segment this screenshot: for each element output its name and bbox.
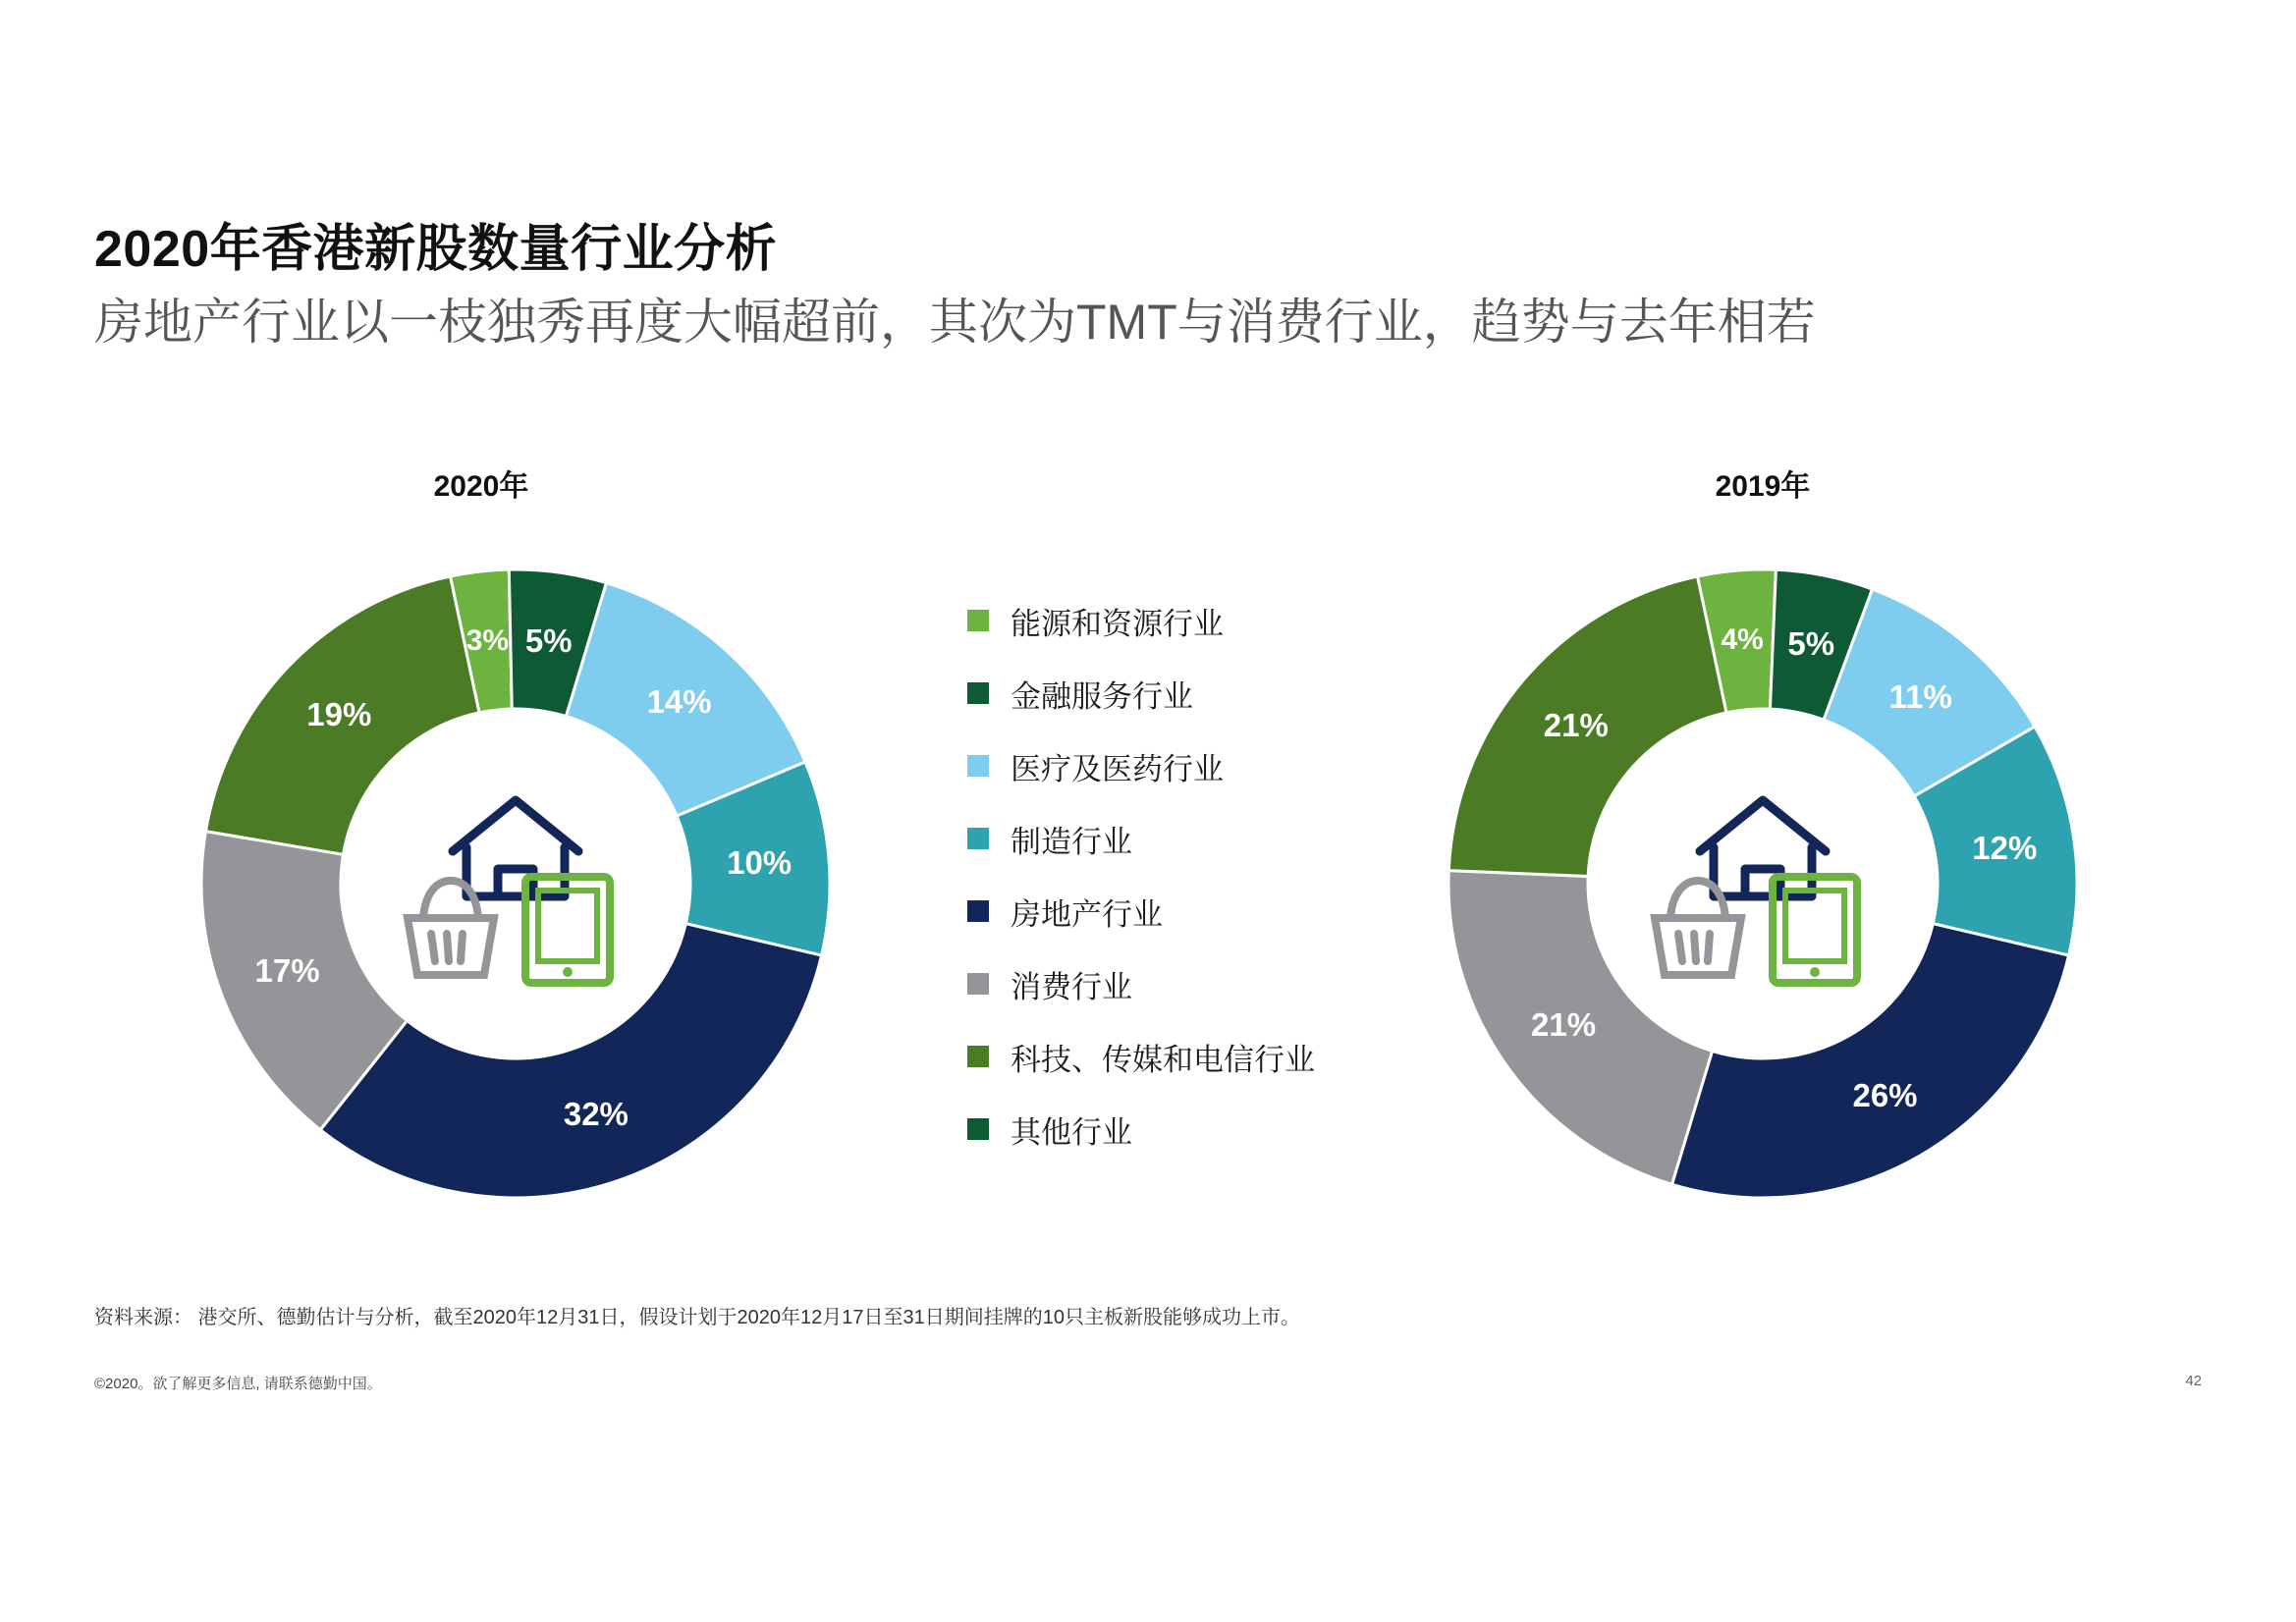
legend-item bbox=[967, 1020, 1380, 1093]
donut-chart-2019 bbox=[1439, 560, 2087, 1208]
donut-slice bbox=[1449, 871, 1713, 1185]
source-note: 资料来源： 港交所、德勤估计与分析，截至2020年12月31日，假设计划于2020年12月17日至31日期间挂牌的10只主板新股能够成功上市。 bbox=[94, 1307, 1301, 1328]
chart-title-right: 2019年 bbox=[1715, 470, 1811, 503]
donut-chart-2020 bbox=[191, 560, 840, 1208]
page-number: 42 bbox=[2185, 1373, 2202, 1389]
donut-slices-2019 bbox=[1449, 569, 2077, 1198]
slice-percent-label: 14% bbox=[646, 682, 712, 720]
slice-percent-label: 4% bbox=[1721, 622, 1764, 656]
slice-percent-label: 10% bbox=[727, 844, 793, 882]
legend-swatch-icon bbox=[967, 1046, 989, 1067]
slice-percent-label: 32% bbox=[563, 1096, 629, 1133]
legend-item bbox=[967, 802, 1380, 875]
legend-item bbox=[967, 730, 1380, 802]
slice-percent-label: 3% bbox=[465, 623, 510, 657]
legend-item-label: 金融服务行业 bbox=[1011, 678, 1193, 714]
donut-slices-2020 bbox=[201, 569, 830, 1198]
chart-title-left: 2020年 bbox=[433, 470, 529, 503]
slice-percent-label: 17% bbox=[254, 952, 320, 990]
legend-swatch-icon bbox=[967, 610, 989, 631]
legend-item bbox=[967, 657, 1380, 730]
donut-slice bbox=[205, 576, 479, 854]
legend-item-label: 能源和资源行业 bbox=[1011, 606, 1224, 641]
legend-item-label: 其他行业 bbox=[1011, 1114, 1132, 1150]
legend-item-label: 科技、传媒和电信行业 bbox=[1011, 1042, 1315, 1077]
legend-swatch-icon bbox=[967, 828, 989, 849]
donut-svg-2019 bbox=[1439, 560, 2087, 1208]
title-block bbox=[94, 222, 2157, 353]
legend-item bbox=[967, 947, 1380, 1020]
donut-slice bbox=[1672, 924, 2069, 1198]
legend-item bbox=[967, 584, 1380, 657]
donut-slice bbox=[1449, 576, 1726, 877]
donut-slice bbox=[320, 924, 821, 1198]
slice-percent-label: 21% bbox=[1543, 707, 1609, 744]
legend-swatch-icon bbox=[967, 755, 989, 777]
legend-item bbox=[967, 875, 1380, 947]
donut-svg-2020 bbox=[191, 560, 840, 1208]
legend-swatch-icon bbox=[967, 682, 989, 704]
slice-percent-label: 19% bbox=[306, 695, 372, 732]
slice-percent-label: 12% bbox=[1972, 829, 2038, 866]
legend-swatch-icon bbox=[967, 973, 989, 995]
slice-percent-label: 11% bbox=[1888, 677, 1952, 715]
legend-item bbox=[967, 1093, 1380, 1165]
legend-swatch-icon bbox=[967, 900, 989, 922]
legend-swatch-icon bbox=[967, 1118, 989, 1140]
legend-item-label: 消费行业 bbox=[1011, 969, 1132, 1004]
slice-percent-label: 5% bbox=[524, 622, 573, 660]
page-subtitle: 房地产行业以一枝独秀再度大幅超前，其次为TMT与消费行业，趋势与去年相若 bbox=[94, 295, 1816, 351]
legend-item-label: 房地产行业 bbox=[1011, 896, 1163, 932]
slice-percent-label: 26% bbox=[1852, 1076, 1918, 1113]
page-title: 2020年香港新股数量行业分析 bbox=[94, 221, 778, 278]
legend-item-label: 制造行业 bbox=[1011, 824, 1132, 859]
slice-percent-label: 5% bbox=[1787, 624, 1835, 662]
copyright-note: ©2020。欲了解更多信息, 请联系德勤中国。 bbox=[94, 1376, 382, 1392]
slice-percent-label: 21% bbox=[1531, 1006, 1597, 1044]
legend bbox=[967, 584, 1380, 1165]
legend-item-label: 医疗及医药行业 bbox=[1011, 751, 1224, 786]
